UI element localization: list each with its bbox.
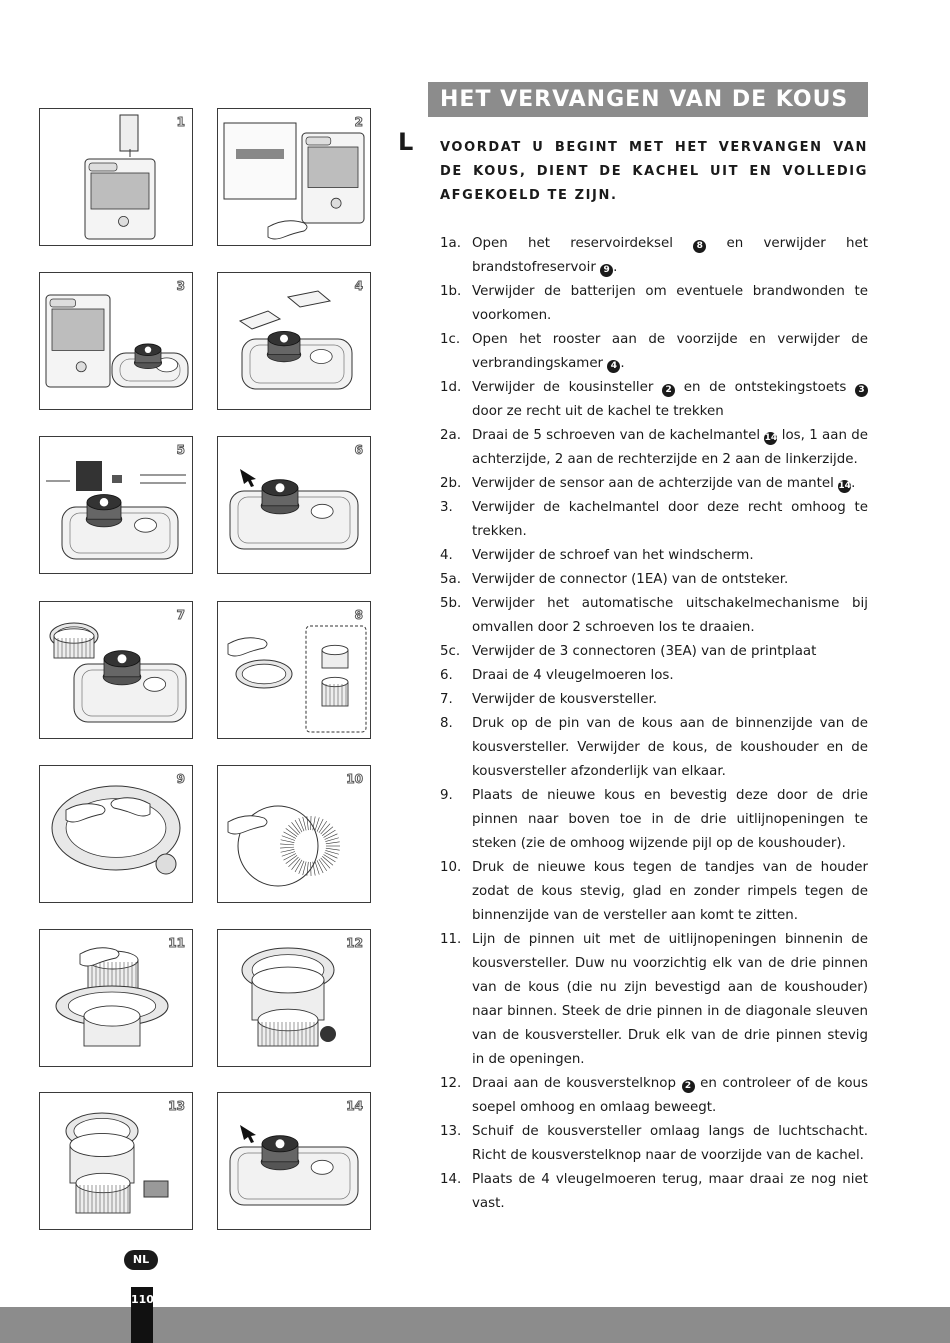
connector-wiring-illustration xyxy=(40,437,193,574)
figure-number: 8 xyxy=(354,608,363,622)
figure-3 xyxy=(39,272,193,410)
step-text: Verwijder de 3 connectoren (3EA) van de printplaat xyxy=(472,644,817,659)
instruction-step xyxy=(440,1072,868,1120)
instruction-step xyxy=(440,1168,868,1216)
figure-9 xyxy=(39,765,193,903)
page-number-tab xyxy=(131,1287,153,1343)
figure-12 xyxy=(217,929,371,1067)
instruction-step xyxy=(440,664,868,688)
step-number: 8. xyxy=(440,716,453,731)
step-number: 5b. xyxy=(440,596,462,611)
step-number: 5a. xyxy=(440,572,461,587)
figure-number: 2 xyxy=(354,115,363,129)
section-title-bar xyxy=(428,82,868,117)
figure-5 xyxy=(39,436,193,574)
step-number: 2a. xyxy=(440,428,461,443)
step-number: 7. xyxy=(440,692,453,707)
step-number: 9. xyxy=(440,788,453,803)
figure-number: 5 xyxy=(176,443,185,457)
figure-6 xyxy=(217,436,371,574)
step-text: Plaats de nieuwe kous en bevestig deze door de drie pinnen naar boven toe in de drie uitlijnopeningen te steken (zie de omhoog wijzende pijl op de koushouder). xyxy=(472,788,868,851)
figure-4 xyxy=(217,272,371,410)
step-text: Verwijder de kousversteller. xyxy=(472,692,658,707)
part-reference-badge: 2 xyxy=(682,1080,695,1093)
heater-base-arrow-illustration xyxy=(218,1093,371,1230)
step-text: Draai aan de kousverstelknop 2 en controleer of de kous soepel omhoog en omlaag beweegt. xyxy=(472,1076,868,1115)
heater-tank-removal-illustration xyxy=(40,109,193,246)
part-reference-badge: 4 xyxy=(607,360,620,373)
step-number: 4. xyxy=(440,548,453,563)
instruction-step xyxy=(440,496,868,544)
figure-number: 4 xyxy=(354,279,363,293)
section-letter: L xyxy=(398,128,414,156)
part-reference-badge: 9 xyxy=(600,264,613,277)
heater-grille-illustration xyxy=(40,273,193,410)
wick-adjuster-removal-illustration xyxy=(40,602,193,739)
step-text: Draai de 4 vleugelmoeren los. xyxy=(472,668,674,683)
heater-battery-removal-illustration xyxy=(218,109,371,246)
step-text: Verwijder de kachelmantel door deze recht omhoog te trekken. xyxy=(472,500,868,539)
step-text: Verwijder de schroef van het windscherm. xyxy=(472,548,754,563)
figure-number: 1 xyxy=(176,115,185,129)
step-text: Verwijder de sensor aan de achterzijde van de mantel 14. xyxy=(472,476,856,491)
step-number: 3. xyxy=(440,500,453,515)
wick-holder-hands-illustration xyxy=(40,930,193,1067)
part-reference-badge: 8 xyxy=(693,240,706,253)
part-reference-badge: 14 xyxy=(838,481,851,491)
language-badge: NL xyxy=(124,1250,158,1270)
instruction-step xyxy=(440,712,868,784)
wick-adjuster-assembly-illustration xyxy=(218,930,371,1067)
section-title: HET VERVANGEN VAN DE KOUS xyxy=(440,87,849,112)
figure-number: 13 xyxy=(168,1099,185,1113)
instruction-step xyxy=(440,856,868,928)
figure-number: 10 xyxy=(346,772,363,786)
step-number: 2b. xyxy=(440,476,462,491)
part-reference-badge: 14 xyxy=(764,433,778,443)
step-text: Open het reservoirdeksel 8 en verwijder het brandstofreservoir 9 . xyxy=(472,236,868,275)
step-text: Verwijder het automatische uitschakelmechanisme bij omvallen door 2 schroeven los te draaien. xyxy=(472,596,868,635)
figure-13 xyxy=(39,1092,193,1230)
figure-number: 6 xyxy=(354,443,363,457)
wick-disassembly-illustration xyxy=(218,602,371,739)
part-reference-badge: 2 xyxy=(662,384,675,397)
step-number: 14. xyxy=(440,1172,462,1187)
figure-14 xyxy=(217,1092,371,1230)
instruction-list xyxy=(440,232,868,1216)
burner-assembly-illustration xyxy=(40,1093,193,1230)
figure-7 xyxy=(39,601,193,739)
step-number: 11. xyxy=(440,932,462,947)
instruction-step xyxy=(440,784,868,856)
step-text: Schuif de kousversteller omlaag langs de luchtschacht. Richt de kousverstelknop naar de voorzijde van de kachel. xyxy=(472,1124,868,1163)
wick-hand-illustration xyxy=(218,766,371,903)
instruction-step xyxy=(440,1120,868,1168)
figure-number: 9 xyxy=(176,772,185,786)
step-number: 1a. xyxy=(440,236,461,251)
step-text: Druk op de pin van de kous aan de binnenzijde van de kousversteller. Verwijder de kous, de koushouder en de kousversteller afzonderlijk van elkaar. xyxy=(472,716,868,779)
step-text: Druk de nieuwe kous tegen de tandjes van de houder zodat de kous stevig, glad en zonder rimpels tegen de binnenzijde van de versteller aan komt te zitten. xyxy=(472,860,868,923)
instruction-step xyxy=(440,568,868,592)
wick-insert-hands-illustration xyxy=(40,766,193,903)
step-number: 1b. xyxy=(440,284,462,299)
figure-1 xyxy=(39,108,193,246)
page-number: 110 xyxy=(131,1293,154,1306)
step-number: 6. xyxy=(440,668,453,683)
step-number: 10. xyxy=(440,860,462,875)
figure-10 xyxy=(217,765,371,903)
instruction-step xyxy=(440,376,868,424)
step-text: Lijn de pinnen uit met de uitlijnopeningen binnenin de kousversteller. Duw nu voorzichtig elk van de drie pinnen van de kous (die nu zijn bevestigd aan de koushouder) naar binnen. Steek de drie pinnen in de diagonale sleuven van de kousversteller. Druk elk van de drie pinnen stevig in de openingen. xyxy=(472,932,868,1067)
figure-number: 7 xyxy=(176,608,185,622)
figure-number: 14 xyxy=(346,1099,363,1113)
instruction-step xyxy=(440,328,868,376)
instruction-step xyxy=(440,232,868,280)
step-text: Open het rooster aan de voorzijde en verwijder de verbrandingskamer 4 . xyxy=(472,332,868,371)
step-number: 1d. xyxy=(440,380,462,395)
figure-11 xyxy=(39,929,193,1067)
heater-base-arrow-illustration xyxy=(218,437,371,574)
step-text: Plaats de 4 vleugelmoeren terug, maar draai ze nog niet vast. xyxy=(472,1172,868,1211)
instruction-step xyxy=(440,640,868,664)
instruction-step xyxy=(440,472,868,496)
instruction-step xyxy=(440,928,868,1072)
intro-warning: VOORDAT U BEGINT MET HET VERVANGEN VAN DE KOUS, DIENT DE KACHEL UIT EN VOLLEDIG AFGEKOELD TE ZIJN. xyxy=(440,140,868,203)
instruction-step xyxy=(440,280,868,328)
step-number: 13. xyxy=(440,1124,462,1139)
instruction-step xyxy=(440,424,868,472)
step-text: Verwijder de batterijen om eventuele brandwonden te voorkomen. xyxy=(472,284,868,323)
figure-number: 12 xyxy=(346,936,363,950)
step-text: Verwijder de connector (1EA) van de ontsteker. xyxy=(472,572,789,587)
heater-base-parts-illustration xyxy=(218,273,371,410)
figure-8 xyxy=(217,601,371,739)
instruction-step xyxy=(440,592,868,640)
step-text: Draai de 5 schroeven van de kachelmantel 14 los, 1 aan de achterzijde, 2 aan de rechterzijde en 2 aan de linkerzijde. xyxy=(472,428,869,467)
figure-number: 11 xyxy=(168,936,185,950)
step-number: 1c. xyxy=(440,332,461,347)
step-number: 12. xyxy=(440,1076,462,1091)
figure-number: 3 xyxy=(176,279,185,293)
figure-2 xyxy=(217,108,371,246)
part-reference-badge: 3 xyxy=(855,384,868,397)
instruction-step xyxy=(440,544,868,568)
instruction-step xyxy=(440,688,868,712)
step-number: 5c. xyxy=(440,644,461,659)
step-text: Verwijder de kousinsteller 2 en de ontstekingstoets 3 door ze recht uit de kachel te trekken xyxy=(472,380,868,419)
